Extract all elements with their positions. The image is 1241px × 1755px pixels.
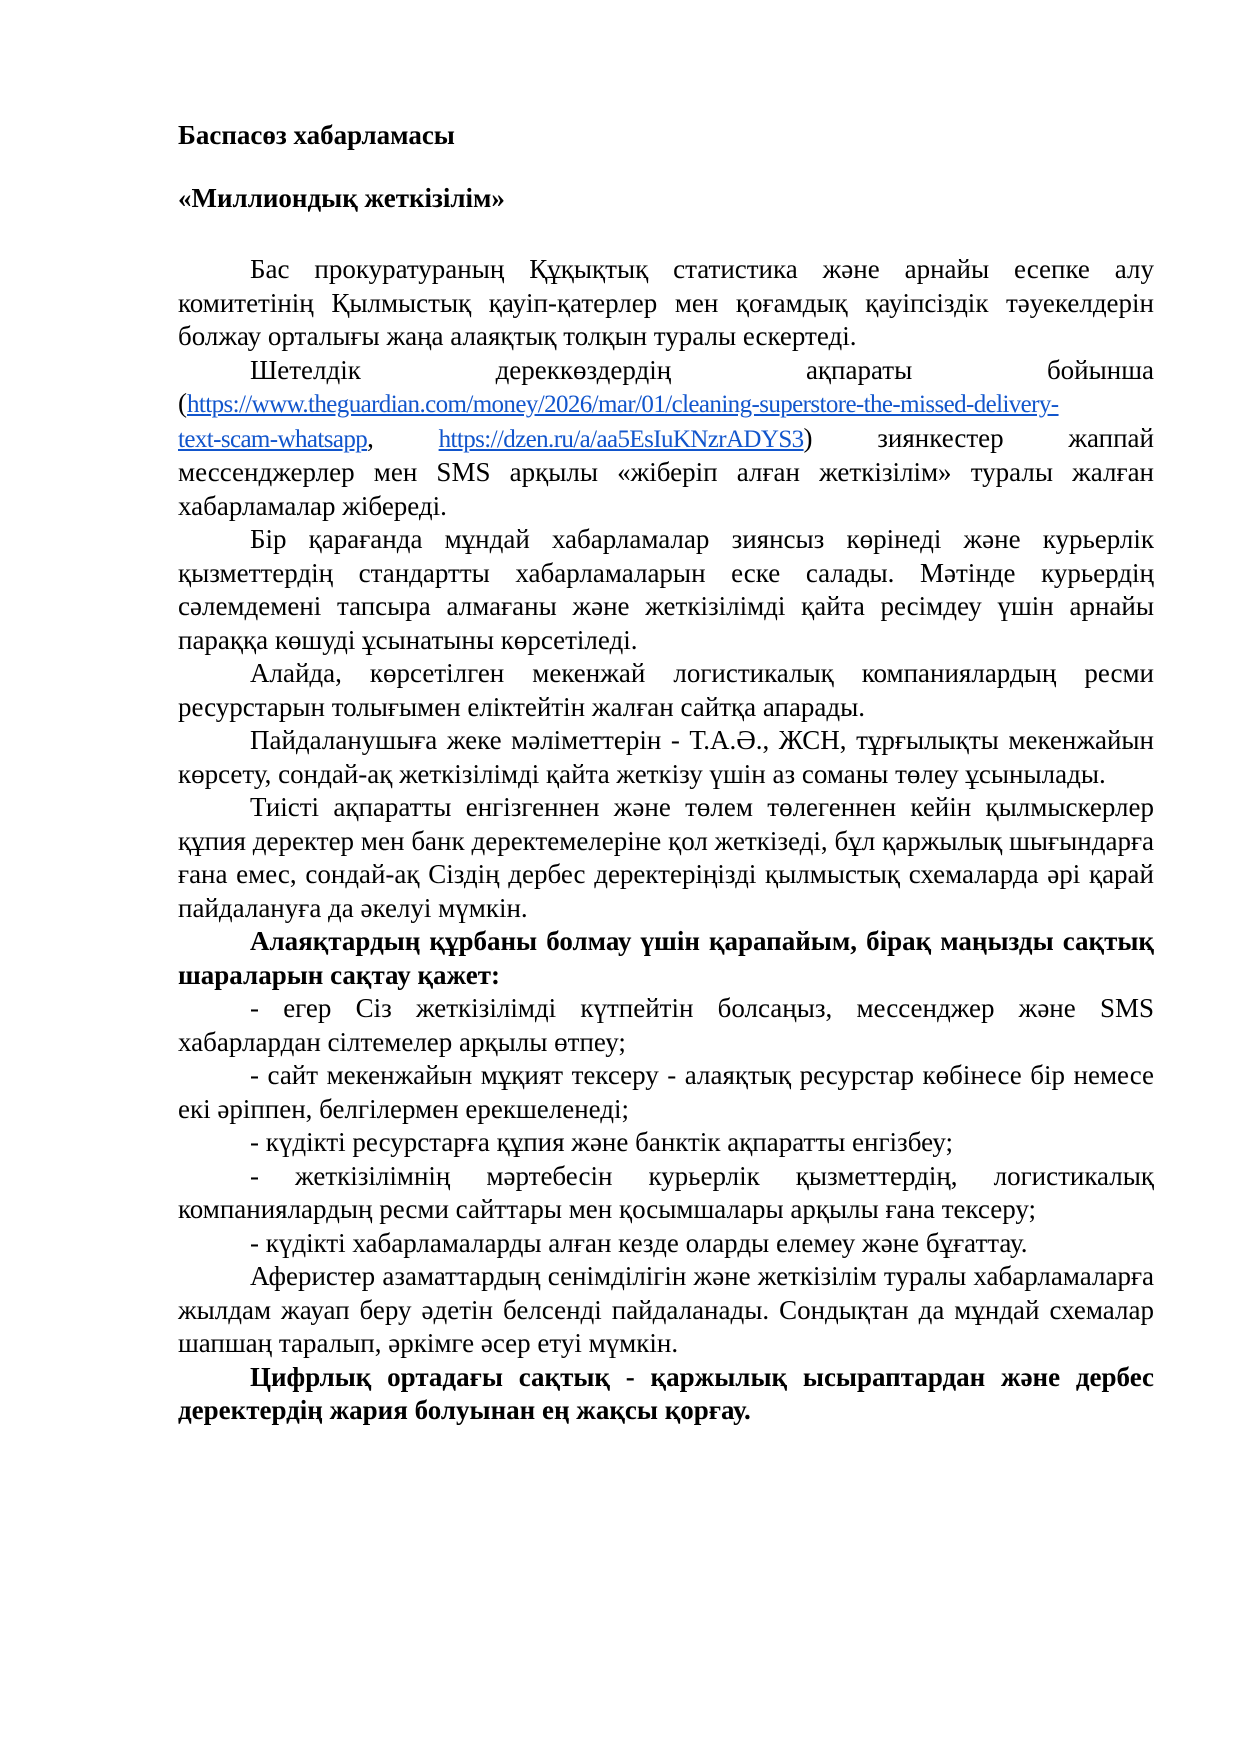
sources-word: ақпараты (805, 354, 913, 385)
paragraph-conclusion: Цифрлық ортадағы сақтық - қаржылық ысыраптардан және дербес деректердің жария болуынан ең жақсы қорғау. (178, 1361, 1154, 1425)
sources-word: зиянкестер (877, 422, 1004, 453)
sources-word: дереккөздердің (495, 354, 672, 385)
list-item: - егер Сіз жеткізілімді күтпейтін болсаңыз, мессенджер және SMS хабарлардан сілтемелер арқылы өтпеу; (178, 993, 1154, 1057)
guardian-link-part1[interactable]: https://www.theguardian.com/money/2026/mar/01/cleaning-superstore-the-missed-delivery- (187, 391, 1059, 418)
paragraph-sources (178, 354, 1154, 524)
sources-rest: мессенджерлер мен SMS арқылы «жіберіп алған жеткізілім» туралы жалған хабарламалар жібереді. (178, 457, 1154, 521)
page-subtitle: «Миллиондық жеткізілім» (178, 183, 505, 213)
guardian-link-part2[interactable]: text-scam-whatsapp (178, 425, 368, 453)
list-item: - сайт мекенжайын мұқият тексеру - алаяқтық ресурстар көбінесе бір немесе екі әріппен, белгілермен ерекшеленеді; (178, 1060, 1154, 1124)
sources-link-line (178, 387, 1154, 422)
sources-word: бойынша (1046, 354, 1154, 385)
paragraph-precautions-heading: Алаяқтардың құрбаны болмау үшін қарапайым, бірақ маңызды сақтық шараларын сақтау қажет: (178, 926, 1154, 990)
comma: , (367, 422, 374, 453)
document-body (178, 253, 1154, 1428)
link-group-2 (439, 422, 813, 457)
paragraph-personal-data: Пайдаланушыға жеке мәліметтерін - Т.А.Ә., ЖСН, тұрғылықты мекенжайын көрсету, сондай-ақ жеткізілімді қайта жеткізу үшін аз соманы төлеу ұсынылады. (178, 725, 1154, 789)
sources-link-line-2 (178, 422, 1154, 457)
link-group-1 (178, 422, 374, 457)
open-paren: ( (178, 388, 187, 418)
page-title: Баспасөз хабарламасы (178, 120, 455, 150)
close-paren: ) (803, 422, 813, 453)
paragraph-fraudsters: Аферистер азаматтардың сенімділігін және жеткізілім туралы хабарламаларға жылдам жауап беру әдетін белсенді пайдаланады. Сондықтан да мұндай схемалар шапшаң таралып, әркімге әсер етуі мүмкін. (178, 1261, 1154, 1358)
paragraph-fake-site: Алайда, көрсетілген мекенжай логистикалық компаниялардың ресми ресурстарын толығымен еліктейтін жалған сайтқа апарады. (178, 658, 1154, 722)
paragraph-description: Бір қарағанда мұндай хабарламалар зиянсыз көрінеді және курьерлік қызметтердің стандартты хабарламаларын еске салады. Мәтінде курьердің сәлемдемені тапсыра алмағаны және жеткізілімді қайта ресімдеу үшін арнайы параққа көшуді ұсынатыны көрсетіледі. (178, 524, 1154, 655)
list-item: - күдікті ресурстарға құпия және банктік ақпаратты енгізбеу; (250, 1127, 954, 1157)
sources-intro-line (178, 354, 1154, 388)
list-item: - күдікті хабарламаларды алған кезде оларды елемеу және бұғаттау. (250, 1227, 1028, 1258)
sources-word: Шетелдік (250, 354, 361, 385)
sources-word: жаппай (1068, 422, 1154, 453)
dzen-link[interactable]: https://dzen.ru/a/aa5EsIuKNzrADYS3 (438, 425, 804, 453)
paragraph-consequences: Тиісті ақпаратты енгізгеннен және төлем төлегеннен кейін қылмыскерлер құпия деректер мен банк деректемелеріне қол жеткізеді, бұл қаржылық шығындарға ғана емес, сондай-ақ Сіздің дербес деректеріңізді қылмыстық схемаларда әрі қарай пайдалануға да әкелуі мүмкін. (178, 792, 1154, 923)
list-item: - жеткізілімнің мәртебесін курьерлік қызметтердің, логистикалық компаниялардың ресми сайттары мен қосымшалары арқылы ғана тексеру; (178, 1160, 1154, 1224)
paragraph-intro: Бас прокуратураның Құқықтық статистика және арнайы есепке алу комитетінің Қылмыстық қауіп-қатерлер мен қоғамдық қауіпсіздік тәуекелдерін болжау орталығы жаңа алаяқтық толқын туралы ескертеді. (178, 254, 1154, 351)
